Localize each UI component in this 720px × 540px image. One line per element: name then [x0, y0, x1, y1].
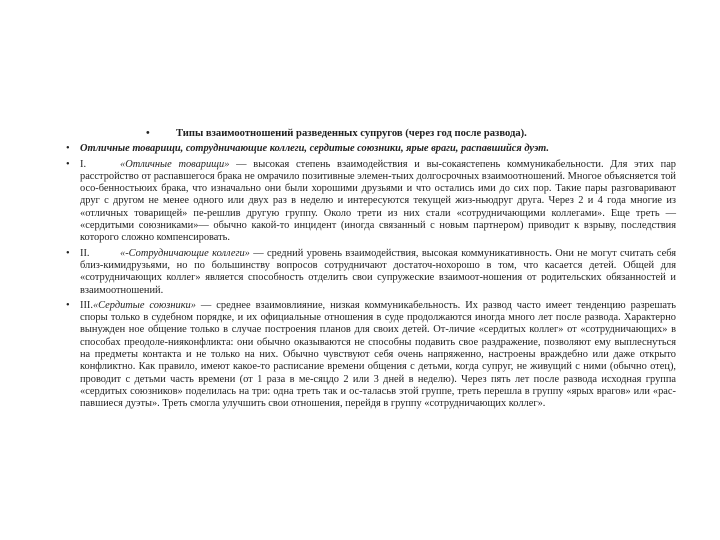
title-text: Типы взаимоотношений разведенных супругов (через год после развода).: [176, 128, 527, 139]
paragraph-text: — высокая степень взаимодействия и вы-сокаястепень коммуникабельности. Для этих пар расстройство от распавшегося брака не омрачило позитивные элемен-тыих долгосрочных взаимоотношений. Многое объясняется той осо-бенностьюих брака, что изначально они были хорошими друзьями и что остались ими до сих пор. Такие пары разговаривают друг с другом не менее одного или двух раз в неделю и интересуются текущей жиз-ньюдруг друга. Через 2 и 4 года многие из «отличных товарищей» пе-решлив другую группу. Около трети из них стали «сотрудничающими коллегами». Еще треть — «сердитыми союзниками»— обычно какой-то инцидент (иногда связанный с новым партнером) приводит к взрыву, последствия которого сложно компенсировать.: [80, 158, 676, 244]
bullet: •: [66, 143, 70, 155]
paragraph-term: «Сердитые союзники»: [92, 299, 196, 311]
paragraph-number: II.: [80, 247, 90, 259]
paragraph-text: — среднее взаимовлияние, низкая коммуникабельность. Их развод часто имеет тенденцию разрешать споры только в судебном порядке, и их официальные отношения в суде продолжаются иногда много лет после развода. Характерно вынужден ное общение только в случае построения планов для своих детей. От-личие «сердитых коллег» от «сотрудничающих» в способах преодоле-нияконфликта: они обычно оказываются не способны подавить свое раздражение, позволяют ему выплеснуться на предметы контакта и не только на них. Обычно чувствуют себя очень напряженно, настроены враждебно или даже открыто конфликтно. Как правило, имеют какое-то расписание времени общения с детьми, когда супруг, не живущий с ними (обычно отец), проводит с детьми часть времени (от 1 раза в ме-сяцдо 2 или 3 дней в неделю). Через пять лет после развода исходная группа «сердитых союзников» поделилась на три: одна треть так и ос-таласьв этой группе, треть перешла в группу «ярых врагов» или «рас-павшиеся дуэты». Треть смогла улучшить свои отношения, перейдя в группу «сотрудничающих коллег».: [80, 299, 676, 410]
subtitle-text: Отличные товарищи, сотрудничающие коллеги, сердитые союзники, ярые враги, распавшийся дуэт.: [80, 143, 549, 155]
paragraph-text: — средний уровень взаимодействия, высокая коммуникативность. Они не могут считать себя близ-кимидрузьями, но по большинству вопросов сотрудничают достаточ-нохорошо в том, что касается детей. Общей для «сотрудничающих коллег» является способность отделить свои супружеские взаимоот-ношения от родительских обязанностей и взаимоотношений.: [80, 247, 677, 296]
paragraph-3: [66, 300, 676, 411]
slide-content: [66, 128, 676, 414]
paragraph-term: «Отличные товарищи»: [120, 158, 230, 170]
slide-title: [66, 128, 676, 140]
bullet: •: [66, 247, 70, 259]
paragraph-number: III.: [80, 299, 93, 311]
paragraph-1: [66, 159, 676, 245]
paragraph-2: [66, 248, 676, 297]
paragraph-number: I.: [80, 158, 87, 170]
bullet: •: [146, 128, 150, 139]
subtitle-item: [66, 143, 676, 155]
bullet: •: [66, 299, 70, 311]
bullet: •: [66, 158, 70, 170]
paragraph-term: «-Сотрудничающие коллеги»: [120, 247, 250, 259]
